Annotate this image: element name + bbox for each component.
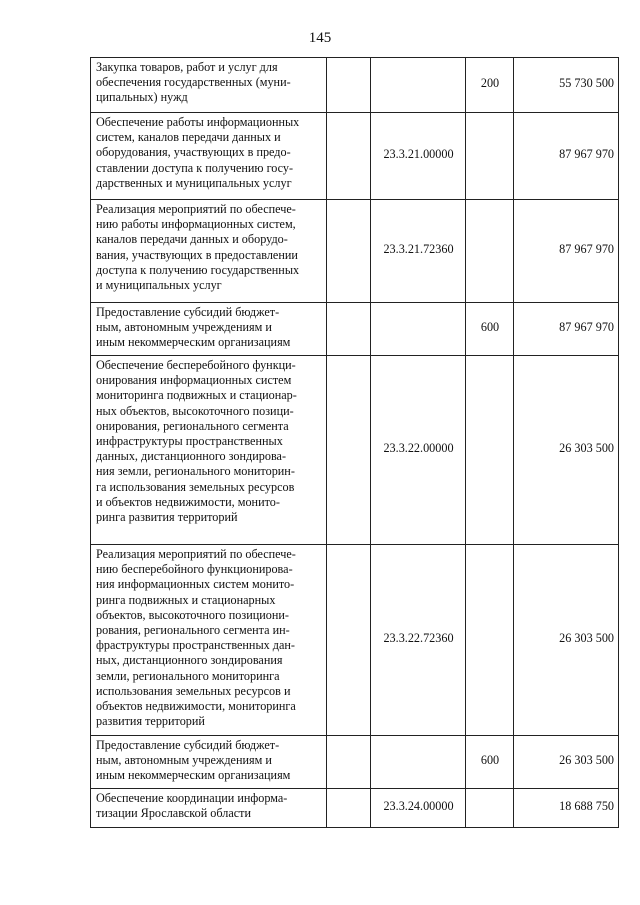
row-sum: 87 967 970 bbox=[514, 113, 619, 200]
table-row bbox=[91, 736, 619, 789]
row-empty-cell bbox=[327, 789, 371, 828]
row-code bbox=[371, 736, 466, 789]
row-name: Обеспечение работы информационных систем, каналов передачи данных и оборудования, участвующих в предо- ставлении доступа к получению госу- дарственных и муниципальных услуг bbox=[96, 115, 300, 190]
row-code: 23.3.21.72360 bbox=[371, 200, 466, 303]
row-type bbox=[466, 356, 514, 545]
row-empty-cell bbox=[327, 200, 371, 303]
row-name: Реализация мероприятий по обеспече- нию бесперебойного функционирова- ния информационных систем монито- ринга подвижных и стационарных объектов, высокоточного позициони- рования, регионального сегмента ин- фраструктуры пространственных дан- ных, дистанционного зондирования земли, регионального мониторинга использования земельных ресурсов и объектов недвижимости, мониторинга развития территорий bbox=[96, 547, 296, 729]
table-row bbox=[91, 789, 619, 828]
row-empty-cell bbox=[327, 736, 371, 789]
row-code bbox=[371, 303, 466, 356]
row-code: 23.3.21.00000 bbox=[371, 113, 466, 200]
row-sum: 26 303 500 bbox=[514, 736, 619, 789]
row-name-cell bbox=[91, 303, 327, 356]
row-name: Предоставление субсидий бюджет- ным, автономным учреждениям и иным некоммерческим организациям bbox=[96, 738, 291, 783]
row-name: Предоставление субсидий бюджет- ным, автономным учреждениям и иным некоммерческим организациям bbox=[96, 305, 291, 350]
row-type bbox=[466, 789, 514, 828]
row-sum: 18 688 750 bbox=[514, 789, 619, 828]
row-name-cell bbox=[91, 200, 327, 303]
row-empty-cell bbox=[327, 545, 371, 736]
row-name: Реализация мероприятий по обеспече- нию работы информационных систем, каналов передачи данных и оборудо- вания, участвующих в предоставлении доступа к получению государственных и муниципальных услуг bbox=[96, 202, 300, 293]
row-sum: 87 967 970 bbox=[514, 200, 619, 303]
budget-table bbox=[90, 57, 619, 828]
row-empty-cell bbox=[327, 58, 371, 113]
row-empty-cell bbox=[327, 113, 371, 200]
table-row bbox=[91, 200, 619, 303]
row-empty-cell bbox=[327, 356, 371, 545]
row-type bbox=[466, 545, 514, 736]
row-sum: 55 730 500 bbox=[514, 58, 619, 113]
row-name-cell bbox=[91, 545, 327, 736]
table-row bbox=[91, 545, 619, 736]
row-code: 23.3.24.00000 bbox=[371, 789, 466, 828]
row-name-cell bbox=[91, 736, 327, 789]
row-sum: 87 967 970 bbox=[514, 303, 619, 356]
row-code bbox=[371, 58, 466, 113]
row-empty-cell bbox=[327, 303, 371, 356]
row-name: Обеспечение координации информа- тизации Ярославской области bbox=[96, 791, 288, 821]
row-type: 600 bbox=[466, 736, 514, 789]
row-sum: 26 303 500 bbox=[514, 356, 619, 545]
table-row bbox=[91, 356, 619, 545]
row-type: 600 bbox=[466, 303, 514, 356]
row-name-cell bbox=[91, 113, 327, 200]
row-sum: 26 303 500 bbox=[514, 545, 619, 736]
row-name-cell bbox=[91, 58, 327, 113]
row-name-cell bbox=[91, 789, 327, 828]
row-type: 200 bbox=[466, 58, 514, 113]
row-type bbox=[466, 113, 514, 200]
row-name: Обеспечение бесперебойного функци- онирования информационных систем мониторинга подвижных и стационар- ных объектов, высокоточного позици- онирования, регионального сегмента инфраструктуры пространственных данных, дистанционного зондирова- ния земли, регионального мониторин- га использования земельных ресурсов и объектов недвижимости, монито- ринга развития территорий bbox=[96, 358, 297, 525]
page-number: 145 bbox=[308, 30, 332, 46]
table-row bbox=[91, 303, 619, 356]
row-code: 23.3.22.72360 bbox=[371, 545, 466, 736]
row-name-cell bbox=[91, 356, 327, 545]
row-code: 23.3.22.00000 bbox=[371, 356, 466, 545]
row-type bbox=[466, 200, 514, 303]
row-name: Закупка товаров, работ и услуг для обеспечения государственных (муни- ципальных) нужд bbox=[96, 60, 291, 105]
table-row bbox=[91, 58, 619, 113]
table-row bbox=[91, 113, 619, 200]
